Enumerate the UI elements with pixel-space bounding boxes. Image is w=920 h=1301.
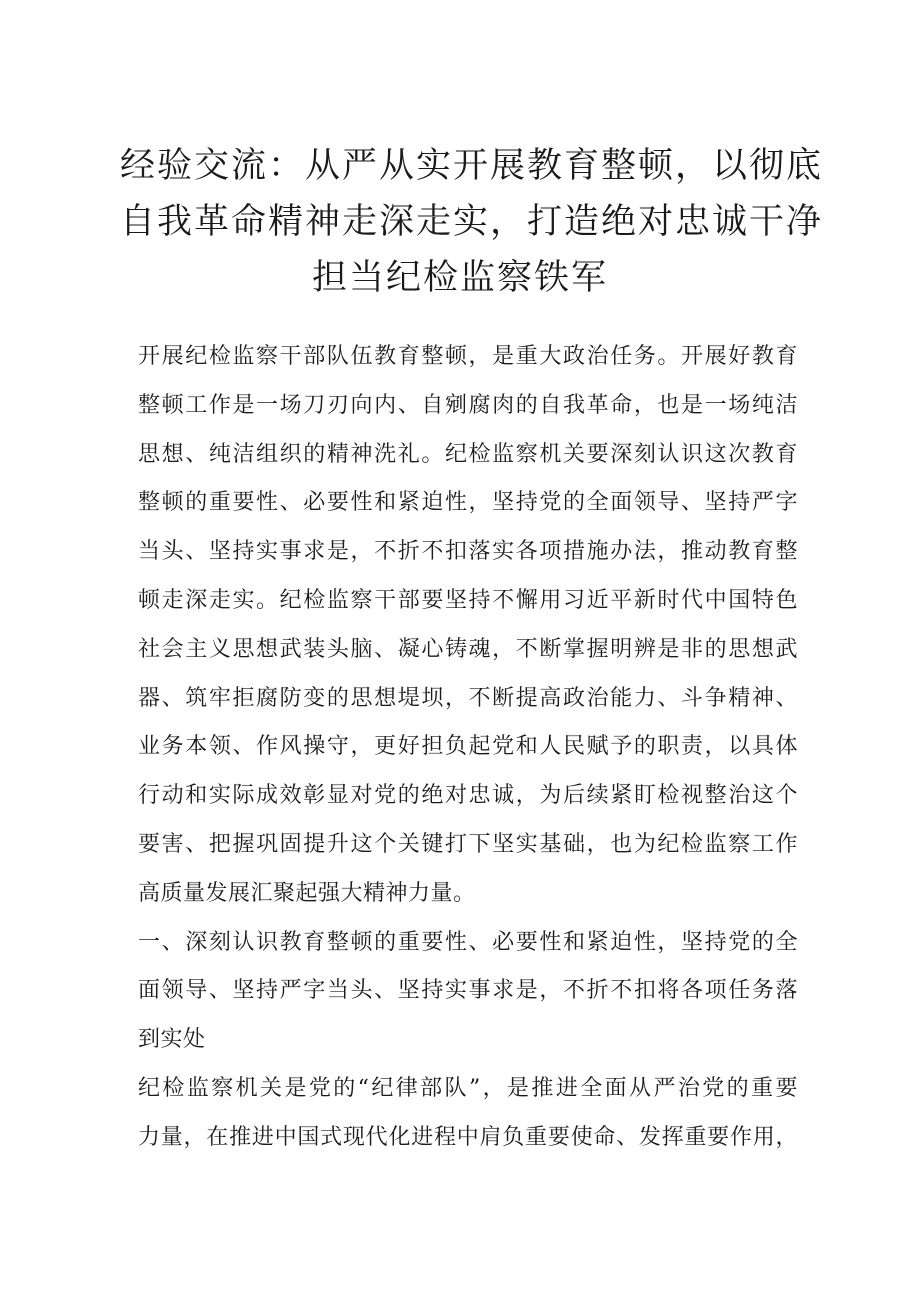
- text-line: 要害、把握巩固提升这个关键打下坚实基础，也为纪检监察工作: [138, 831, 798, 857]
- title-line: 担当纪检监察铁军: [311, 258, 608, 298]
- title-line: 自我革命精神走深走实，打造绝对忠诚干净: [120, 202, 824, 242]
- body-paragraph: [138, 1065, 798, 1163]
- text-line: 纪检监察机关是党的“纪律部队”，是推进全面从严治党的重要: [138, 1075, 798, 1101]
- text-line: 高质量发展汇聚起强大精神力量。: [138, 880, 476, 906]
- text-line: 思想、纯洁组织的精神洗礼。纪检监察机关要深刻认识这次教育: [138, 441, 798, 467]
- text-line: 力量，在推进中国式现代化进程中肩负重要使命、发挥重要作用，: [138, 1124, 798, 1150]
- text-line: 当头、坚持实事求是，不折不扣落实各项措施办法，推动教育整: [138, 539, 798, 565]
- text-line: 社会主义思想武装头脑、凝心铸魂，不断掌握明辨是非的思想武: [138, 636, 798, 662]
- text-line: 整顿的重要性、必要性和紧迫性，坚持党的全面领导、坚持严字: [138, 490, 798, 516]
- document-title: [120, 138, 824, 306]
- text-line: 一、深刻认识教育整顿的重要性、必要性和紧迫性，坚持党的全: [138, 929, 798, 955]
- intro-paragraph: [138, 333, 798, 919]
- text-line: 开展纪检监察干部队伍教育整顿，是重大政治任务。开展好教育: [138, 344, 798, 369]
- text-line: 业务本领、作风操守，更好担负起党和人民赋予的职责，以具体: [138, 734, 798, 760]
- document-body: [138, 333, 798, 1163]
- text-line: 顿走深走实。纪检监察干部要坚持不懈用习近平新时代中国特色: [138, 587, 798, 613]
- title-line: 经验交流：从严从实开展教育整顿，以彻底: [120, 146, 824, 186]
- text-line: 器、筑牢拒腐防变的思想堤坝，不断提高政治能力、斗争精神、: [138, 685, 798, 711]
- text-line: 行动和实际成效彰显对党的绝对忠诚，为后续紧盯检视整治这个: [138, 783, 798, 809]
- text-line: 到实处: [138, 1027, 206, 1053]
- section-heading-paragraph: [138, 919, 798, 1065]
- text-line: 面领导、坚持严字当头、坚持实事求是，不折不扣将各项任务落: [138, 978, 798, 1004]
- text-line: 整顿工作是一场刀刃向内、自剜腐肉的自我革命，也是一场纯洁: [138, 392, 798, 418]
